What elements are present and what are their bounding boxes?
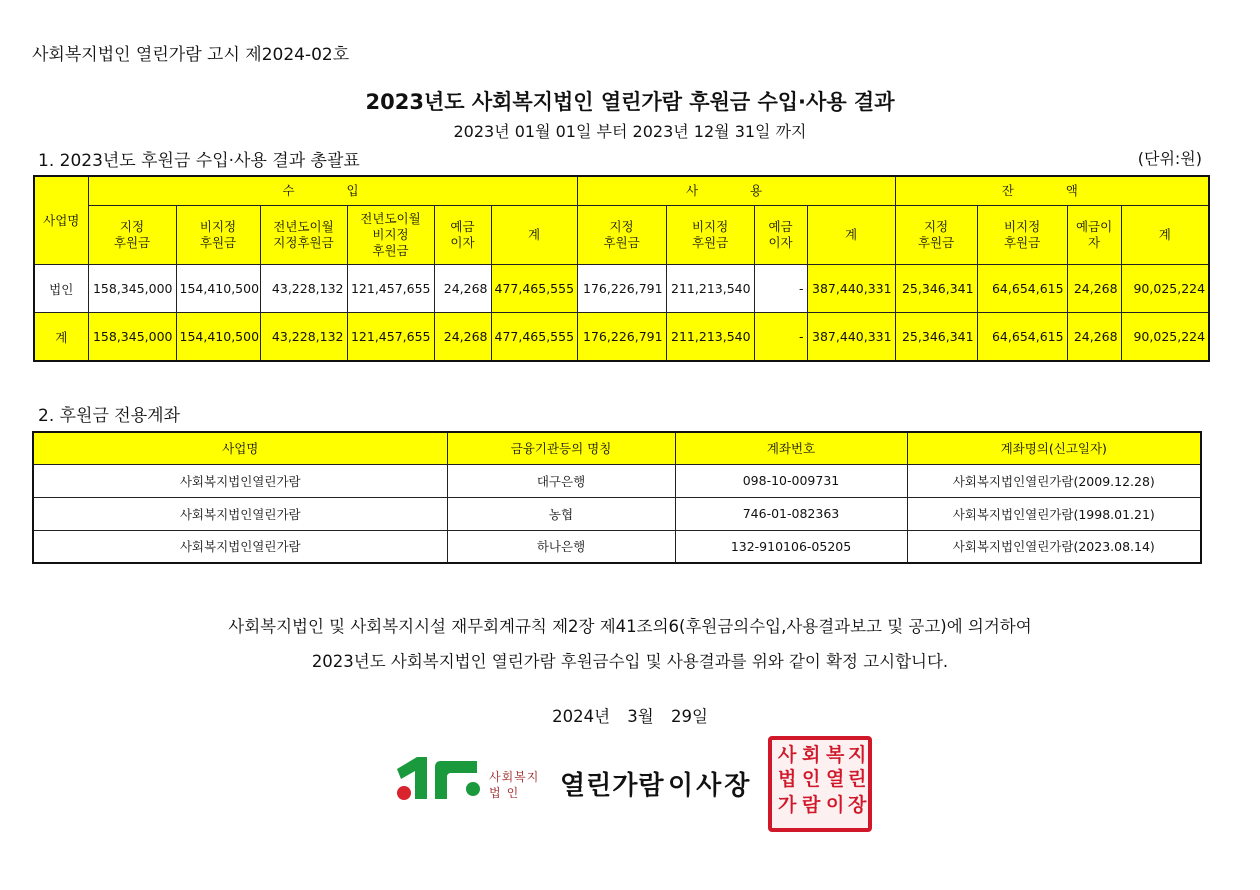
- document-title: 2023년도 사회복지법인 열린가람 후원금 수입·사용 결과: [365, 90, 895, 114]
- balance-col-header-3: 계: [1121, 205, 1209, 264]
- income-col-header-5: 계: [491, 205, 577, 264]
- table-cell: 158,345,000: [88, 264, 176, 312]
- table-cell: 43,228,132: [260, 313, 347, 361]
- table-cell: 90,025,224: [1121, 313, 1209, 361]
- org-name: 열린가람: [560, 771, 665, 801]
- account-col-header-3: 계좌명의(신고일자): [907, 432, 1201, 464]
- table-cell: 24,268: [434, 264, 491, 312]
- notice-number: 사회복지법인 열린가람 고시 제2024-02호: [32, 45, 350, 65]
- table-cell: -: [754, 264, 807, 312]
- legal-basis-line1: 사회복지법인 및 사회복지시설 재무회계규칙 제2장 제41조의6(후원금의수입,사용결과보고 및 공고)에 의거하여: [228, 617, 1032, 636]
- table-cell: 154,410,500: [176, 313, 260, 361]
- income-col-header-2: 전년도이월 지정후원금: [260, 205, 347, 264]
- table-cell: -: [754, 313, 807, 361]
- account-col-header-2: 계좌번호: [675, 432, 907, 464]
- table-cell: 477,465,555: [491, 313, 577, 361]
- table-cell: 176,226,791: [577, 264, 666, 312]
- table-cell: 154,410,500: [176, 264, 260, 312]
- legal-basis-line2: 2023년도 사회복지법인 열린가람 후원금수입 및 사용결과를 위와 같이 확정 고시합니다.: [311, 652, 949, 671]
- table-cell: 211,213,540: [666, 313, 754, 361]
- accounts-table: [32, 431, 1202, 564]
- notice-date: 2024년 3월 29일: [552, 707, 708, 726]
- row-name: 계: [34, 313, 88, 361]
- table-cell: 90,025,224: [1121, 264, 1209, 312]
- group-income: 수 입: [88, 176, 577, 205]
- table-cell: 64,654,615: [977, 264, 1067, 312]
- table-cell: 25,346,341: [895, 313, 977, 361]
- usage-col-header-0: 지정 후원금: [577, 205, 666, 264]
- account-cell: 사회복지법인열린가람: [33, 530, 447, 563]
- usage-col-header-1: 비지정 후원금: [666, 205, 754, 264]
- document-period: 2023년 01월 01일 부터 2023년 12월 31일 까지: [453, 122, 807, 141]
- usage-col-header-2: 예금 이자: [754, 205, 807, 264]
- section1-title: 1. 2023년도 후원금 수입·사용 결과 총괄표: [38, 151, 360, 171]
- account-cell: 사회복지법인열린가람(1998.01.21): [907, 497, 1201, 530]
- org-logo-icon: [395, 753, 485, 807]
- unit-label: (단위:원): [1137, 149, 1202, 168]
- table-cell: 477,465,555: [491, 264, 577, 312]
- balance-col-header-1: 비지정 후원금: [977, 205, 1067, 264]
- table-cell: 176,226,791: [577, 313, 666, 361]
- table-cell: 121,457,655: [347, 313, 434, 361]
- org-type-label-2: 법인: [489, 786, 525, 800]
- account-cell: 하나은행: [447, 530, 675, 563]
- balance-col-header-2: 예금이 자: [1067, 205, 1121, 264]
- account-cell: 132-910106-05205: [675, 530, 907, 563]
- table-cell: 211,213,540: [666, 264, 754, 312]
- income-col-header-0: 지정 후원금: [88, 205, 176, 264]
- account-cell: 사회복지법인열린가람: [33, 497, 447, 530]
- table-cell: 24,268: [1067, 264, 1121, 312]
- table-cell: 24,268: [434, 313, 491, 361]
- account-cell: 사회복지법인열린가람(2009.12.28): [907, 464, 1201, 497]
- table-cell: 25,346,341: [895, 264, 977, 312]
- account-cell: 사회복지법인열린가람(2023.08.14): [907, 530, 1201, 563]
- balance-col-header-0: 지정 후원금: [895, 205, 977, 264]
- income-col-header-4: 예금 이자: [434, 205, 491, 264]
- chairman-title: 이사장: [668, 771, 753, 801]
- official-seal-icon: 사 회 복 지 법 인 열 린 가 람 이 장: [768, 736, 872, 832]
- table-cell: 121,457,655: [347, 264, 434, 312]
- group-usage: 사 용: [577, 176, 895, 205]
- account-cell: 사회복지법인열린가람: [33, 464, 447, 497]
- account-cell: 098-10-009731: [675, 464, 907, 497]
- section2-title: 2. 후원금 전용계좌: [38, 406, 180, 426]
- table-cell: 43,228,132: [260, 264, 347, 312]
- income-col-header-3: 전년도이월 비지정 후원금: [347, 205, 434, 264]
- income-col-header-1: 비지정 후원금: [176, 205, 260, 264]
- table-cell: 158,345,000: [88, 313, 176, 361]
- table-cell: 387,440,331: [807, 264, 895, 312]
- account-cell: 대구은행: [447, 464, 675, 497]
- table-cell: 24,268: [1067, 313, 1121, 361]
- usage-col-header-3: 계: [807, 205, 895, 264]
- account-cell: 746-01-082363: [675, 497, 907, 530]
- account-cell: 농협: [447, 497, 675, 530]
- account-col-header-1: 금융기관등의 명칭: [447, 432, 675, 464]
- org-type-label-1: 사회복지: [489, 770, 540, 784]
- row-name: 법인: [34, 264, 88, 312]
- table-cell: 64,654,615: [977, 313, 1067, 361]
- header-project-name: 사업명: [34, 176, 88, 264]
- table-cell: 387,440,331: [807, 313, 895, 361]
- summary-table: [33, 175, 1210, 362]
- group-balance: 잔 액: [895, 176, 1209, 205]
- account-col-header-0: 사업명: [33, 432, 447, 464]
